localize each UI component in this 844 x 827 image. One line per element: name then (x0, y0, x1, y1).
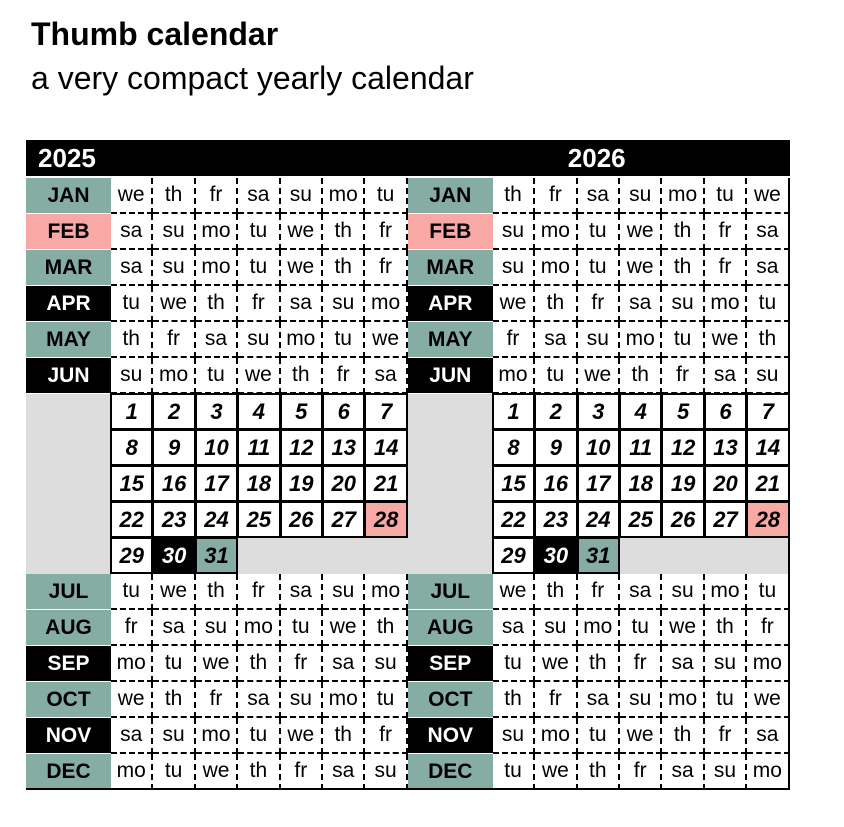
weekday-cell: th (747, 322, 789, 358)
year-header (26, 140, 408, 176)
weekday-cell: su (662, 286, 704, 322)
date-cell: 24 (577, 501, 620, 538)
date-cell: 20 (704, 465, 747, 502)
weekday-cell: mo (323, 178, 365, 214)
weekday-cell: tu (238, 214, 280, 250)
weekday-cell: th (705, 610, 747, 646)
month-label: JUN (26, 358, 111, 394)
date-cell: 27 (322, 501, 365, 538)
date-cell: 10 (195, 429, 238, 466)
weekday-cell: tu (365, 682, 407, 718)
weekday-cell: tu (747, 574, 789, 610)
weekday-cell: mo (196, 250, 238, 286)
weekday-cell: mo (238, 610, 280, 646)
weekday-cell: we (578, 358, 620, 394)
weekday-cell: sa (281, 286, 323, 322)
weekday-cell: fr (493, 322, 535, 358)
weekday-cell: th (662, 214, 704, 250)
date-cell: 17 (195, 465, 238, 502)
date-cell: 6 (704, 393, 747, 430)
weekday-cell: fr (578, 574, 620, 610)
weekday-cell: sa (705, 358, 747, 394)
weekday-cell: tu (662, 322, 704, 358)
month-label: MAR (26, 250, 111, 286)
weekday-cell: tu (238, 250, 280, 286)
weekday-cell: th (281, 358, 323, 394)
weekday-cell: we (747, 682, 789, 718)
weekday-cell: fr (365, 718, 407, 754)
date-cell: 31 (577, 537, 620, 574)
weekday-cell: fr (705, 250, 747, 286)
date-cell: 1 (110, 393, 153, 430)
weekday-cell: sa (323, 754, 365, 790)
weekday-cell: sa (365, 358, 407, 394)
weekday-cell: mo (196, 214, 238, 250)
weekday-cell: th (196, 286, 238, 322)
month-label: FEB (26, 214, 111, 250)
month-label: MAR (408, 250, 493, 286)
page-subtitle: a very compact yearly calendar (31, 60, 474, 96)
date-cell: 9 (534, 429, 577, 466)
weekday-cell: su (747, 358, 789, 394)
weekday-cell: th (111, 322, 153, 358)
weekday-cell: we (153, 574, 195, 610)
grey-fill (238, 538, 408, 574)
weekday-cell: mo (705, 286, 747, 322)
month-label: DEC (26, 754, 111, 790)
weekday-cell: we (493, 574, 535, 610)
weekday-cell: we (705, 322, 747, 358)
weekday-cell: we (662, 610, 704, 646)
weekday-cell: th (365, 610, 407, 646)
date-cell: 14 (364, 429, 407, 466)
month-label: MAY (408, 322, 493, 358)
date-cell: 3 (195, 393, 238, 430)
date-cell: 15 (110, 465, 153, 502)
weekday-cell: sa (662, 646, 704, 682)
weekday-cell: fr (196, 682, 238, 718)
weekday-cell: sa (111, 250, 153, 286)
date-cell: 5 (661, 393, 704, 430)
date-cell: 7 (746, 393, 789, 430)
weekday-cell: we (111, 682, 153, 718)
weekday-cell: sa (662, 754, 704, 790)
date-cell: 2 (152, 393, 195, 430)
date-cell: 13 (322, 429, 365, 466)
weekday-cell: mo (323, 682, 365, 718)
weekday-cell: fr (153, 322, 195, 358)
weekday-cell: th (238, 754, 280, 790)
weekday-cell: su (281, 178, 323, 214)
weekday-cell: fr (196, 178, 238, 214)
month-label: JAN (26, 178, 111, 214)
date-cell: 16 (534, 465, 577, 502)
date-cell: 10 (577, 429, 620, 466)
weekday-cell: mo (535, 250, 577, 286)
weekday-cell: fr (535, 682, 577, 718)
date-cell: 4 (619, 393, 662, 430)
weekday-cell: su (705, 646, 747, 682)
date-cell: 8 (492, 429, 535, 466)
weekday-cell: sa (111, 718, 153, 754)
date-cell: 8 (110, 429, 153, 466)
year-header (408, 140, 790, 176)
weekday-cell: su (238, 322, 280, 358)
weekday-cell: sa (493, 610, 535, 646)
weekday-cell: mo (747, 754, 789, 790)
weekday-cell: su (281, 682, 323, 718)
weekday-cell: sa (153, 610, 195, 646)
weekday-cell: mo (662, 178, 704, 214)
date-cell: 18 (237, 465, 280, 502)
date-cell: 17 (577, 465, 620, 502)
weekday-cell: su (196, 610, 238, 646)
weekday-cell: tu (238, 718, 280, 754)
month-label: JUN (408, 358, 493, 394)
weekday-cell: fr (705, 214, 747, 250)
date-cell: 2 (534, 393, 577, 430)
weekday-cell: we (493, 286, 535, 322)
date-cell: 11 (237, 429, 280, 466)
weekday-cell: th (578, 754, 620, 790)
weekday-cell: we (535, 754, 577, 790)
weekday-cell: sa (323, 646, 365, 682)
date-cell: 4 (237, 393, 280, 430)
weekday-cell: we (620, 250, 662, 286)
weekday-cell: mo (620, 322, 662, 358)
weekday-cell: sa (620, 574, 662, 610)
date-cell: 14 (746, 429, 789, 466)
weekday-cell: tu (578, 214, 620, 250)
weekday-cell: su (365, 754, 407, 790)
weekday-cell: tu (620, 610, 662, 646)
month-label: AUG (26, 610, 111, 646)
weekday-cell: su (153, 214, 195, 250)
weekday-cell: tu (705, 178, 747, 214)
weekday-cell: sa (535, 322, 577, 358)
date-cell: 31 (195, 537, 238, 574)
date-cell: 11 (619, 429, 662, 466)
weekday-cell: we (281, 718, 323, 754)
weekday-cell: mo (535, 718, 577, 754)
weekday-cell: we (153, 286, 195, 322)
weekday-cell: th (535, 286, 577, 322)
date-cell: 19 (661, 465, 704, 502)
weekday-cell: su (620, 682, 662, 718)
weekday-cell: we (620, 214, 662, 250)
date-cell: 22 (492, 501, 535, 538)
weekday-cell: mo (111, 646, 153, 682)
weekday-cell: th (620, 358, 662, 394)
weekday-cell: sa (620, 286, 662, 322)
weekday-cell: we (281, 250, 323, 286)
date-cell: 23 (534, 501, 577, 538)
date-cell: 28 (364, 501, 407, 538)
weekday-cell: mo (493, 358, 535, 394)
weekday-cell: fr (578, 286, 620, 322)
weekday-cell: th (153, 682, 195, 718)
weekday-cell: su (493, 718, 535, 754)
date-cell: 25 (237, 501, 280, 538)
weekday-cell: tu (111, 574, 153, 610)
date-cell: 7 (364, 393, 407, 430)
month-label: MAY (26, 322, 111, 358)
weekday-cell: tu (747, 286, 789, 322)
weekday-cell: mo (705, 574, 747, 610)
date-cell: 30 (152, 537, 195, 574)
weekday-cell: fr (535, 178, 577, 214)
weekday-cell: tu (153, 754, 195, 790)
weekday-cell: th (323, 214, 365, 250)
weekday-cell: su (323, 286, 365, 322)
weekday-cell: tu (493, 646, 535, 682)
weekday-cell: mo (365, 286, 407, 322)
date-cell: 3 (577, 393, 620, 430)
date-cell: 26 (661, 501, 704, 538)
weekday-cell: we (196, 754, 238, 790)
weekday-cell: th (493, 682, 535, 718)
weekday-cell: we (323, 610, 365, 646)
weekday-cell: mo (662, 682, 704, 718)
weekday-cell: th (238, 646, 280, 682)
weekday-cell: th (323, 718, 365, 754)
date-cell: 29 (110, 537, 153, 574)
month-label: FEB (408, 214, 493, 250)
weekday-cell: fr (365, 214, 407, 250)
weekday-cell: su (620, 178, 662, 214)
year-label: 2026 (567, 143, 626, 173)
weekday-cell: th (662, 250, 704, 286)
weekday-cell: fr (281, 754, 323, 790)
month-label: JUL (408, 574, 493, 610)
date-cell: 16 (152, 465, 195, 502)
date-cell: 28 (746, 501, 789, 538)
month-label: AUG (408, 610, 493, 646)
date-cell: 27 (704, 501, 747, 538)
date-cell: 24 (195, 501, 238, 538)
month-label: SEP (408, 646, 493, 682)
weekday-cell: th (323, 250, 365, 286)
weekday-cell: mo (153, 358, 195, 394)
weekday-cell: su (365, 646, 407, 682)
weekday-cell: sa (238, 178, 280, 214)
weekday-cell: sa (196, 322, 238, 358)
weekday-cell: fr (281, 646, 323, 682)
weekday-cell: sa (747, 250, 789, 286)
weekday-cell: fr (365, 250, 407, 286)
date-cell: 13 (704, 429, 747, 466)
weekday-cell: sa (111, 214, 153, 250)
weekday-cell: sa (747, 718, 789, 754)
date-cell: 18 (619, 465, 662, 502)
weekday-cell: tu (578, 250, 620, 286)
weekday-cell: we (196, 646, 238, 682)
weekday-cell: fr (111, 610, 153, 646)
weekday-cell: we (620, 718, 662, 754)
thumb-calendar-grid (26, 140, 797, 794)
weekday-cell: su (153, 718, 195, 754)
weekday-cell: fr (620, 754, 662, 790)
grey-fill (26, 394, 111, 574)
weekday-cell: tu (535, 358, 577, 394)
date-cell: 25 (619, 501, 662, 538)
month-label: SEP (26, 646, 111, 682)
weekday-cell: th (493, 178, 535, 214)
date-cell: 9 (152, 429, 195, 466)
date-cell: 12 (661, 429, 704, 466)
weekday-cell: tu (196, 358, 238, 394)
weekday-cell: th (578, 646, 620, 682)
grey-fill (408, 394, 493, 574)
weekday-cell: fr (238, 574, 280, 610)
weekday-cell: we (535, 646, 577, 682)
weekday-cell: fr (620, 646, 662, 682)
weekday-cell: sa (578, 682, 620, 718)
weekday-cell: sa (578, 178, 620, 214)
weekday-cell: mo (365, 574, 407, 610)
weekday-cell: we (111, 178, 153, 214)
weekday-cell: su (662, 574, 704, 610)
date-cell: 6 (322, 393, 365, 430)
date-cell: 29 (492, 537, 535, 574)
weekday-cell: th (662, 718, 704, 754)
weekday-cell: su (111, 358, 153, 394)
weekday-cell: mo (281, 322, 323, 358)
weekday-cell: tu (281, 610, 323, 646)
weekday-cell: th (196, 574, 238, 610)
weekday-cell: tu (578, 718, 620, 754)
weekday-cell: mo (196, 718, 238, 754)
year-label: 2025 (38, 143, 96, 173)
weekday-cell: su (153, 250, 195, 286)
weekday-cell: sa (281, 574, 323, 610)
date-cell: 20 (322, 465, 365, 502)
month-label: JUL (26, 574, 111, 610)
date-cell: 15 (492, 465, 535, 502)
weekday-cell: su (705, 754, 747, 790)
weekday-cell: fr (238, 286, 280, 322)
weekday-cell: sa (747, 214, 789, 250)
weekday-cell: tu (323, 322, 365, 358)
date-cell: 21 (746, 465, 789, 502)
weekday-cell: fr (705, 718, 747, 754)
weekday-cell: tu (493, 754, 535, 790)
weekday-cell: su (535, 610, 577, 646)
weekday-cell: mo (111, 754, 153, 790)
weekday-cell: tu (705, 682, 747, 718)
weekday-cell: sa (238, 682, 280, 718)
weekday-cell: tu (365, 178, 407, 214)
date-cell: 26 (280, 501, 323, 538)
grey-fill (620, 538, 790, 574)
month-label: JAN (408, 178, 493, 214)
weekday-cell: we (238, 358, 280, 394)
weekday-cell: fr (662, 358, 704, 394)
weekday-cell: th (535, 574, 577, 610)
date-cell: 23 (152, 501, 195, 538)
weekday-cell: mo (747, 646, 789, 682)
month-label: NOV (26, 718, 111, 754)
date-cell: 19 (280, 465, 323, 502)
month-label: NOV (408, 718, 493, 754)
month-label: OCT (408, 682, 493, 718)
date-cell: 12 (280, 429, 323, 466)
date-cell: 5 (280, 393, 323, 430)
weekday-cell: su (493, 214, 535, 250)
weekday-cell: we (747, 178, 789, 214)
weekday-cell: we (281, 214, 323, 250)
weekday-cell: we (365, 322, 407, 358)
weekday-cell: fr (323, 358, 365, 394)
weekday-cell: tu (111, 286, 153, 322)
date-cell: 30 (534, 537, 577, 574)
weekday-cell: su (323, 574, 365, 610)
date-cell: 21 (364, 465, 407, 502)
weekday-cell: mo (578, 610, 620, 646)
date-cell: 22 (110, 501, 153, 538)
month-label: OCT (26, 682, 111, 718)
month-label: DEC (408, 754, 493, 790)
weekday-cell: su (578, 322, 620, 358)
weekday-cell: mo (535, 214, 577, 250)
weekday-cell: tu (153, 646, 195, 682)
month-label: APR (408, 286, 493, 322)
weekday-cell: fr (747, 610, 789, 646)
date-cell: 1 (492, 393, 535, 430)
page-title: Thumb calendar (31, 16, 279, 52)
month-label: APR (26, 286, 111, 322)
weekday-cell: th (153, 178, 195, 214)
weekday-cell: su (493, 250, 535, 286)
